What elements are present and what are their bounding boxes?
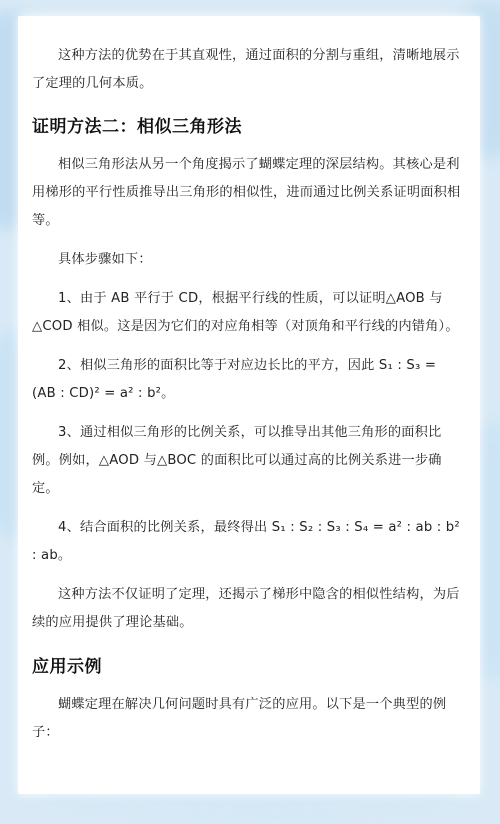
paragraph-step-4: 4、结合面积的比例关系，最终得出 S₁ : S₂ : S₃ : S₄ = a² : ab : b² : ab。 [32, 520, 460, 563]
paragraph-step-2: 2、相似三角形的面积比等于对应边长比的平方，因此 S₁ : S₃ = (AB : CD)² = a² : b²。 [32, 358, 437, 401]
section-heading-application: 应用示例 [32, 657, 102, 677]
paragraph-steps-title: 具体步骤如下： [58, 252, 152, 267]
paragraph-method1-summary: 这种方法的优势在于其直观性，通过面积的分割与重组，清晰地展示了定理的几何本质。 [32, 48, 460, 91]
paragraph-application-intro: 蝴蝶定理在解决几何问题时具有广泛的应用。以下是一个典型的例子： [32, 697, 447, 740]
paragraph-method2-intro: 相似三角形法从另一个角度揭示了蝴蝶定理的深层结构。其核心是利用梯形的平行性质推导出三角形的相似性，进而通过比例关系证明面积相等。 [32, 157, 461, 228]
paragraph-method2-conclusion: 这种方法不仅证明了定理，还揭示了梯形中隐含的相似性结构，为后续的应用提供了理论基础。 [32, 587, 460, 630]
paragraph-step-1: 1、由于 AB 平行于 CD，根据平行线的性质，可以证明△AOB 与△COD 相似。这是因为它们的对应角相等（对顶角和平行线的内错角）。 [32, 291, 459, 334]
section-heading-method2: 证明方法二：相似三角形法 [32, 117, 242, 137]
document-page [18, 16, 480, 794]
paragraph-step-3: 3、通过相似三角形的比例关系，可以推导出其他三角形的面积比例。例如，△AOD 与△BOC 的面积比可以通过高的比例关系进一步确定。 [32, 425, 442, 496]
document-body [32, 42, 464, 747]
